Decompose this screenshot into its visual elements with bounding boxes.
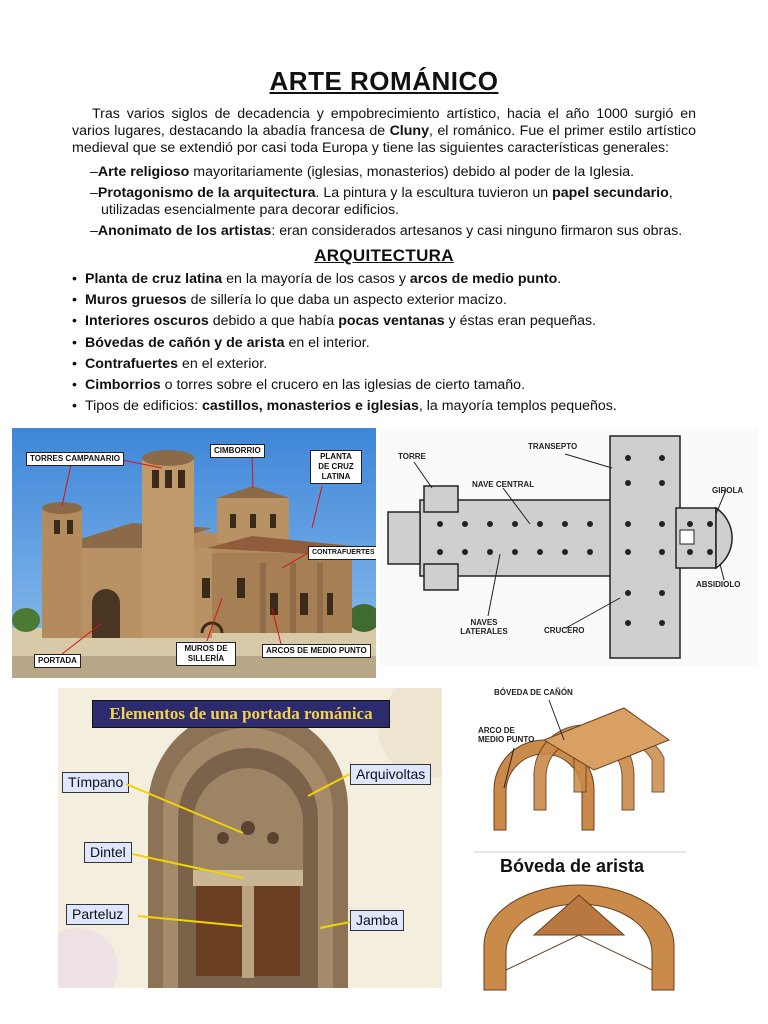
label-planta-cruz-latina: PLANTA DE CRUZ LATINA	[310, 450, 362, 484]
label-girola: GIROLA	[712, 486, 744, 495]
characteristic-text: : eran considerados artesanos y casi ninguno firmaron sus obras.	[271, 223, 683, 239]
item-text: y éstas eran pequeñas.	[444, 313, 597, 330]
vaults-figure	[474, 680, 686, 1002]
label-timpano: Tímpano	[62, 772, 129, 793]
label-crucero: CRUCERO	[544, 626, 585, 635]
portada-title: Elementos de una portada románica	[92, 700, 390, 728]
architecture-item	[72, 292, 712, 309]
label-arquivoltas: Arquivoltas	[350, 764, 431, 785]
section-title: ARQUITECTURA	[314, 246, 454, 265]
characteristic-bold: Anonimato de los artistas	[97, 223, 272, 239]
characteristic-bold: papel secundario	[552, 185, 669, 201]
characteristic-text: , utilizadas esencialmente para decorar edificios.	[101, 185, 673, 218]
dash: –	[90, 164, 98, 180]
architecture-item	[72, 356, 712, 373]
item-bold: arcos de medio punto	[409, 271, 558, 287]
floor-plan-diagram	[380, 428, 758, 666]
label-torres-campanario: TORRES CAMPANARIO	[26, 452, 124, 466]
characteristic-item	[90, 185, 700, 219]
label-boveda-arista: Bóveda de arista	[500, 856, 645, 876]
label-parteluz: Parteluz	[66, 904, 129, 925]
label-portada: PORTADA	[34, 654, 81, 668]
label-muros-sillera: MUROS DE SILLERÍA	[176, 642, 236, 666]
item-text: en la mayoría de los casos y	[222, 271, 410, 287]
architecture-item	[72, 377, 712, 394]
characteristics-list	[90, 164, 700, 244]
portada-figure	[58, 688, 442, 988]
label-transepto: TRANSEPTO	[528, 442, 578, 451]
characteristic-item	[90, 164, 700, 181]
item-text: , la mayoría templos pequeños.	[418, 398, 617, 415]
architecture-item	[72, 335, 712, 352]
intro-pre: Tras varios siglos de decadencia y empobrecimiento artístico, hacia el año 1000 surgió en varios lugares, destacando la abadía francesa de	[72, 106, 696, 139]
characteristic-bold: Protagonismo de la arquitectura	[97, 185, 316, 201]
church-photo	[12, 428, 376, 678]
item-text: de sillería lo que daba un aspecto exterior macizo.	[186, 292, 507, 309]
intro-paragraph	[72, 106, 696, 157]
dash: –	[90, 223, 98, 239]
page-title: ARTE ROMÁNICO	[269, 66, 499, 96]
label-absidiolo: ABSIDIOLO	[696, 580, 741, 589]
item-bold: Interiores oscuros	[85, 313, 209, 330]
characteristic-item	[90, 223, 700, 240]
label-boveda-canon: BÓVEDA DE CAÑÓN	[494, 688, 573, 697]
characteristic-bold: Arte religioso	[97, 164, 190, 180]
characteristic-text: mayoritariamente (iglesias, monasterios) debido al poder de la Iglesia.	[189, 164, 635, 180]
architecture-item	[72, 313, 712, 330]
item-text: o torres sobre el crucero en las iglesias de cierto tamaño.	[160, 376, 526, 393]
label-naves-laterales: NAVES LATERALES	[460, 618, 508, 636]
dash: –	[90, 185, 98, 201]
item-text: en el interior.	[284, 334, 370, 351]
item-bold: castillos, monasterios e iglesias	[201, 398, 419, 415]
architecture-list	[72, 271, 712, 419]
item-bold: Contrafuertes	[85, 355, 179, 372]
item-text: en el exterior.	[178, 355, 268, 372]
intro-cluny: Cluny	[389, 123, 429, 139]
item-bold: Cimborrios	[85, 376, 161, 393]
label-torre: TORRE	[398, 452, 426, 461]
architecture-item	[72, 271, 712, 288]
label-arco-medio-punto: ARCO DE MEDIO PUNTO	[478, 726, 535, 744]
label-jamba: Jamba	[350, 910, 404, 931]
label-cimborrio: CIMBORRIO	[210, 444, 265, 458]
label-nave-central: NAVE CENTRAL	[472, 480, 535, 489]
item-bold: pocas ventanas	[338, 313, 445, 330]
architecture-item	[72, 398, 712, 415]
item-text: .	[557, 271, 562, 287]
portada-arrows	[58, 688, 442, 988]
item-bold: Muros gruesos	[85, 292, 187, 309]
item-text: debido a que había	[208, 313, 339, 330]
label-arcos-medio-punto: ARCOS DE MEDIO PUNTO	[262, 644, 371, 658]
label-dintel: Dintel	[84, 842, 132, 863]
intro-post: , el románico. Fue el primer estilo artístico medieval que se extendió por casi toda Europa y tiene las siguientes características generales:	[72, 123, 696, 156]
label-contrafuertes: CONTRAFUERTES	[308, 546, 376, 560]
item-bold: Planta de cruz latina	[85, 271, 223, 287]
characteristic-text: . La pintura y la escultura tuvieron un	[315, 185, 553, 201]
item-text: Tipos de edificios:	[85, 398, 202, 415]
item-bold: Bóvedas de cañón y de arista	[85, 334, 285, 351]
